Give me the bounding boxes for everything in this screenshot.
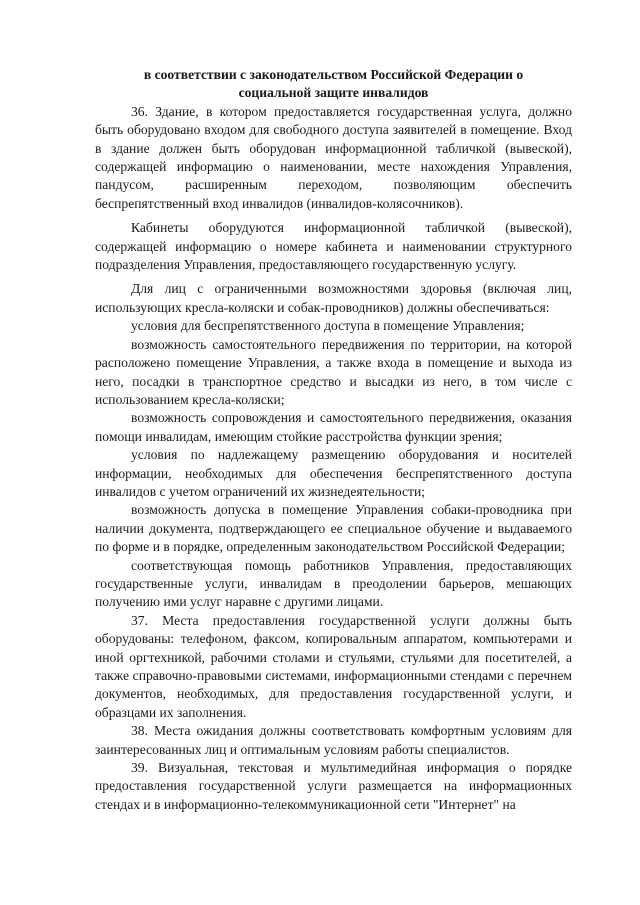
paragraph-39: 39. Визуальная, текстовая и мультимедийная информация о порядке предоставления государственной услуги размещается на информационных стендах и в информационно-телекоммуникационной сети "Интернет" на — [95, 760, 572, 812]
section-heading — [95, 66, 572, 103]
paragraph-cabinets: Кабинеты оборудуются информационной табличкой (вывеской), содержащей информацию о номере кабинета и наименовании структурного подразделения Управления, предоставляющего государственную услугу. — [95, 220, 572, 273]
list-item-access: условия для беспрепятственного доступа в помещение Управления; — [131, 318, 525, 334]
list-item-assistance: соответствующая помощь работников Управления, предоставляющих государственные услуги, инвалидам в преодолении барьеров, мешающих получению ими услуг наравне с другими лицами. — [95, 557, 572, 610]
list-item-movement: возможность самостоятельного передвижения по территории, на которой расположено помещение Управления, а также входа в помещение и выхода из него, посадки в транспортное средство и высадки из него, в том числе с использованием кресла-коляски; — [95, 336, 572, 407]
paragraph-38: 38. Места ожидания должны соответствовать комфортным условиям для заинтересованных лиц и оптимальным условиям работы специалистов. — [95, 723, 572, 757]
list-item-escort: возможность сопровождения и самостоятельного передвижения, оказания помощи инвалидам, имеющим стойкие расстройства функции зрения; — [95, 410, 572, 444]
list-item-guide-dog: возможность допуска в помещение Управления собаки-проводника при наличии документа, подтверждающего ее специальное обучение и выдаваемого по форме и в порядке, определенным законодательством Российской Федерации; — [95, 502, 572, 555]
heading-line-1: в соответствии с законодательством Российской Федерации о — [143, 67, 524, 82]
paragraph-37: 37. Места предоставления государственной услуги должны быть оборудованы: телефоном, факсом, копировальным аппаратом, компьютерами и иной оргтехникой, рабочими столами и стульями, стульями для посетителей, а также справочно-правовыми системами, информационными стендами с перечнем документов, необходимых, для предоставления государственной услуги, и образцами их заполнения. — [95, 612, 572, 720]
heading-line-2: социальной защите инвалидов — [238, 85, 429, 101]
paragraph-36: 36. Здание, в котором предоставляется государственная услуга, должно быть оборудовано входом для свободного доступа заявителей в помещение. Вход в здание должен быть оборудован информационной табличкой (вывеской), содержащей информацию о наименовании, месте нахождения Управления, пандусом, расширенным переходом, позволяющим обеспечить беспрепятственный вход инвалидов (инвалидов-колясочников). — [95, 103, 572, 211]
paragraph-disabled-intro: Для лиц с ограниченными возможностями здоровья (включая лиц, использующих кресла-коляски и собак-проводников) должны обеспечиваться: — [95, 281, 572, 315]
list-item-equipment: условия по надлежащему размещению оборудования и носителей информации, необходимых для обеспечения беспрепятственного доступа инвалидов с учетом ограничений их жизнедеятельности; — [95, 447, 572, 499]
